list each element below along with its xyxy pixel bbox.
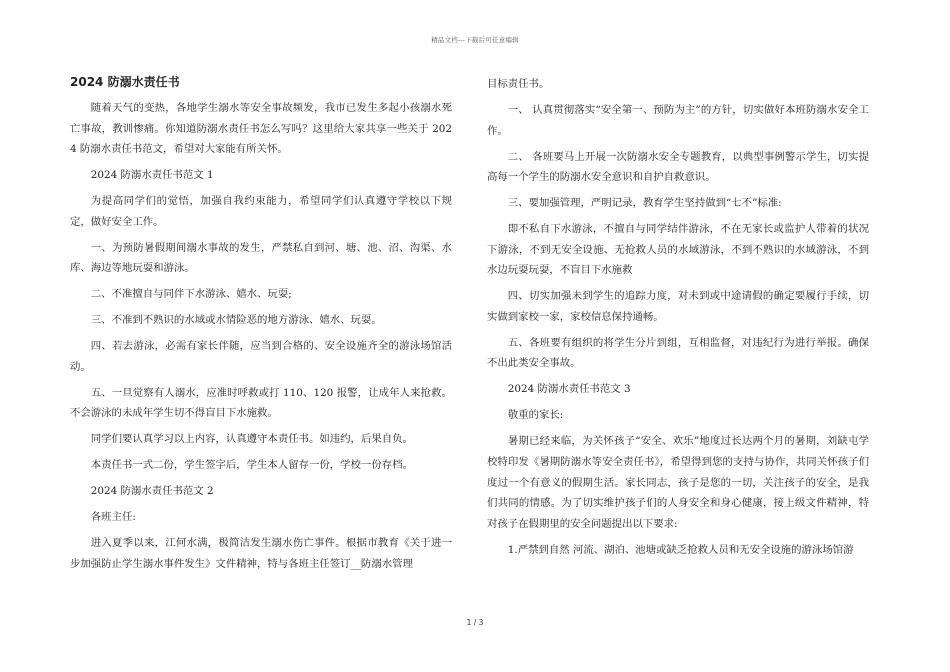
paragraph: 进入夏季以来，江何水满，极简洁发生溺水伤亡事件。根据市教育《关于进一步加强防止学生溺水事件发生》文件精神，特与各班主任签订__防溺水管理 xyxy=(70,537,452,570)
paragraph: 本责任书一式二份，学生签字后，学生本人留存一份，学校一份存档。 xyxy=(90,459,413,472)
paragraph: 一、 认真贯彻落实“安全第一、预防为主”的方针，切实做好本班防溺水安全工作。 xyxy=(487,103,869,137)
section-heading: 2024 防溺水责任书范文 2 xyxy=(90,485,214,498)
section-heading: 2024 防溺水责任书范文 3 xyxy=(507,383,631,396)
paragraph: 四、切实加强未到学生的追踪力度，对未到或中途请假的确定要履行手续，切实做到家校一家，家校信息保持通畅。 xyxy=(487,290,869,323)
page-header-note: 精品文档---下载后可任意编辑 xyxy=(431,36,519,44)
right-column-body xyxy=(487,74,869,560)
left-column-body xyxy=(70,98,452,575)
paragraph: 暑期已经来临，为关怀孩子“安全、欢乐”地度过长达两个月的暑期，刘缺屯学校特印发《暑期防溺水等安全责任书》，希望得到您的支持与协作，共同关怀孩子们度过一个有意义的假期生活。家长同志，孩子是您的一切，关注孩子的安全，是我们共同的情感。为了切实维护孩子们的人身安全和身心健康，接上级文件精神，特对孩子在假期里的安全问题提出以下要求: xyxy=(487,435,869,530)
paragraph: 三、不准到不熟识的水域或水情险恶的地方游泳、嬉水、玩耍。 xyxy=(90,314,382,327)
page-number: 1 / 3 xyxy=(466,618,484,627)
paragraph: 三、要加强管理，严明记录，教育学生坚持做到“七不”标准: xyxy=(507,197,782,210)
paragraph: 敬重的家长: xyxy=(507,409,564,422)
paragraph: 1.严禁到自然 河流、湖泊、池塘或缺乏抢救人员和无安全设施的游泳场馆游 xyxy=(507,543,854,556)
right-column xyxy=(487,74,869,566)
section-heading: 2024 防溺水责任书范文 1 xyxy=(90,169,214,182)
left-column xyxy=(70,74,452,580)
paragraph: 各班主任: xyxy=(90,511,136,524)
paragraph: 为提高同学们的觉悟，加强自我约束能力，希望同学们认真遵守学校以下规定，做好安全工作。 xyxy=(70,195,452,228)
paragraph: 四、若去游泳，必需有家长伴随，应当到合格的、安全设施齐全的游泳场馆活动。 xyxy=(70,340,452,373)
paragraph: 五、一旦觉察有人溺水，应准时呼救或打 110、120 报警，让成年人来抢救。不会游泳的未成年学生切不得盲目下水施救。 xyxy=(70,386,452,420)
paragraph: 二、不准擅自与同伴下水游泳、嬉水、玩耍; xyxy=(90,288,292,301)
paragraph: 二、 各班要马上开展一次防溺水安全专题教育，以典型事例警示学生，切实提高每一个学生的防溺水安全意识和自护自救意识。 xyxy=(487,150,869,184)
paragraph: 即不私自下水游泳，不擅自与同学结伴游泳，不在无家长或监护人带着的状况下游泳，不到无安全设施、无抢救人员的水域游泳，不到不熟识的水域游泳，不到水边玩耍玩耍，不盲目下水施救 xyxy=(487,223,869,277)
paragraph: 目标责任书。 xyxy=(487,78,550,90)
paragraph: 随着天气的变热，各地学生溺水等安全事故频发，我市已发生多起小孩溺水死亡事故，教训惨痛。你知道防溺水责任书怎么写吗？这里给大家共享一些关于 2024 防溺水责任书范文，希望对大家能有所关怀。 xyxy=(70,102,452,156)
document-title: 2024 防溺水责任书 xyxy=(70,75,180,89)
paragraph: 同学们要认真学习以上内容，认真遵守本责任书。如违约，后果自负。 xyxy=(90,433,413,446)
paragraph: 一、为预防暑假期间溺水事故的发生，严禁私自到河、塘、池、沼、沟渠、水库、海边等地玩耍和游泳。 xyxy=(70,241,452,275)
paragraph: 五、各班要有组织的将学生分片到组，互相监督，对违纪行为进行举报。确保不出此类安全事故。 xyxy=(487,336,869,370)
